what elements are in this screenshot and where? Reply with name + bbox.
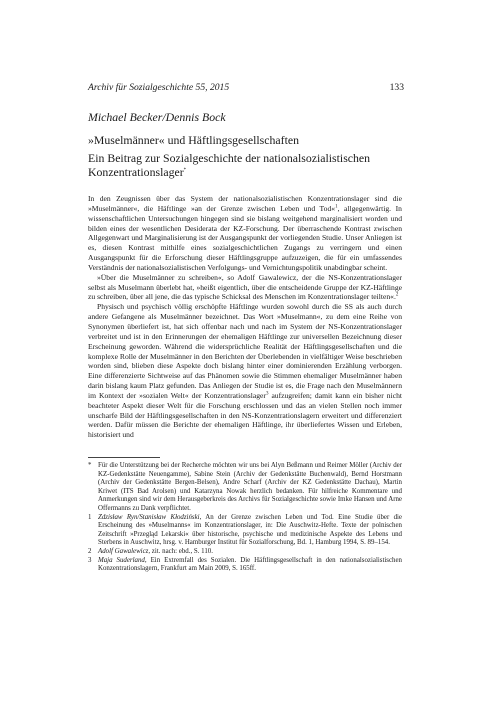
body-paragraph — [88, 273, 402, 303]
paragraph-text: In den Zeugnissen über das System der nationalsozialistischen Konzentrationslager sind die »Muselmänner«, die Häftlinge »an der Grenze zwischen Leben und Tod« — [88, 194, 402, 213]
article-subtitle — [88, 151, 408, 179]
footnotes — [88, 462, 402, 574]
subtitle-text: Ein Beitrag zur Sozialgeschichte der nationalsozialistischen Konzentrationslager — [88, 151, 371, 179]
footnote-text — [98, 462, 402, 514]
article-authors: Michael Becker/Dennis Bock — [88, 110, 226, 124]
paragraph-text: »Über die Muselmänner zu schreiben«, so Adolf Gawalewicz, der die NS-Konzentrationslager selbst als Muselmann überlebt hat, »heißt eigentlich, über die entscheidende Gruppe der KZ-Häftlinge zu schreiben, über all jene, die das typische Schicksal des Menschen im Konzentrationslager teilten«. — [88, 272, 402, 302]
body-paragraph — [88, 194, 402, 273]
paragraph-text: aufzugreifen; damit kann ein bisher nicht beachteter Aspekt dieser Welt für die Forschung erschlossen und das an vielen Stellen noch immer unscharfe Bild der Häftlingsgesellschaften in den NS-Konzentrationslagern erweitert und differenziert werden. Dafür müssen die Berichte der ehemaligen Häftlinge, ihr überliefertes Wissen und Erleben, historisiert und — [88, 390, 402, 440]
footnote-body: , An der Grenze zwischen Leben und Tod. Eine Studie über die Erscheinung des »Muselmanns« im Konzentrationslager, in: Die Auschwitz-Hefte. Texte der polnischen Zeitschrift »Przegląd Lekarski« über historische, psychische und medizinische Aspekte des Lebens und Sterbens in Auschwitz, hrsg. v. Hamburger Institut für Sozialforschung, Bd. 1, Hamburg 1994, S. 89–154. — [98, 513, 402, 547]
article-title: »Muselmänner« und Häftlingsgesellschaften — [88, 133, 299, 147]
footnote — [88, 462, 402, 514]
footnote-text — [98, 514, 402, 548]
footnote-ref: 2 — [395, 292, 399, 298]
footnote-author: Zdzisław Ryn/Stanisław Kłodziński — [98, 513, 200, 521]
journal-citation: Archiv für Sozialgeschichte 55, 2015 — [88, 82, 230, 93]
running-head — [88, 82, 404, 94]
footnote-body: , zit. nach: ebd., S. 110. — [148, 547, 213, 555]
footnote-marker: 3 — [88, 556, 92, 564]
footnote-marker: 2 — [88, 547, 92, 555]
footnote-body: Für die Unterstützung bei der Recherche möchten wir uns bei Alyn Beßmann und Reimer Möller (Archiv der KZ-Gedenkstätte Neuengamme), Sabine Stein (Archiv der Gedenkstätte Buchenwald), Bernd Horstmann (Archiv der Gedenkstätte Bergen-Belsen), Andre Scharf (Archiv der KZ Gedenkstätte Dachau), Martin Kriwet (ITS Bad Arolsen) und Katarzyna Nowak herzlich bedanken. Für hilfreiche Kommentare und Anmerkungen sind wir dem Herausgeberkreis des Archivs für Sozialgeschichte sowie Imke Hansen und Arne Offermanns zu Dank verpflichtet. — [98, 462, 402, 512]
footnote-body: , Ein Extremfall des Sozialen. Die Häftlingsgesellschaft in den nationalsozialistischen Konzentrationslagern, Frankfurt am Main 2009, S. 165ff. — [98, 556, 402, 573]
paragraph-text: , allgegenwärtig. In wissenschaftlichen Untersuchungen hingegen sind sie bislang weitgehend marginalisiert worden und bilden eines der wesentlichen Desiderata der KZ-Forschung. Der überraschende Kontrast zwischen Allgegenwart und Marginalisierung ist der Ausgangspunkt der vorliegenden Studie. Unser Anliegen ist es, diesen Kontrast mithilfe eines sozialgeschichtlichen Zugangs zu verringern und einen Ausgangspunkt für die Erforschung dieser Häftlingsgruppe aufzuzeigen, die für ein umfassendes Verständnis der nationalsozialistischen Verfolgungs- und Vernichtungspolitik unabdingbar scheint. — [88, 203, 402, 272]
footnote-ref: 1 — [335, 204, 338, 210]
footnote — [88, 514, 402, 548]
footnote-ref: 3 — [265, 391, 269, 397]
page-number: 133 — [389, 82, 404, 93]
footnote-separator — [88, 457, 160, 458]
footnote — [88, 548, 402, 557]
footnote-author: Maja Suderland — [98, 556, 145, 564]
footnote — [88, 557, 402, 574]
footnote-author: Adolf Gawalewicz — [98, 547, 149, 555]
subtitle-footnote-mark: * — [183, 168, 187, 174]
article-body — [88, 194, 402, 440]
paragraph-text: Physisch und psychisch völlig erschöpfte Häftlinge wurden sowohl durch die SS als auch durch andere Gefangene als Muselmänner bezeichnet. Das Wort »Muselmann«, zu dem eine Reihe von Synonymen überliefert ist, hat sich offenbar nach und nach im System der NS-Konzentrationslager verbreitet und ist in den Erinnerungen der ehemaligen Häftlinge zur universellen Bezeichnung dieser Erscheinung geworden. Während die widersprüchliche Realität der Häftlingsgesellschaften und die komplexe Rolle der Muselmänner in den Berichten der Überlebenden in vielfältiger Weise beschrieben worden sind, blieben diese Aspekte doch bislang hinter einer dominierenden Erzählung verborgen. Eine differenzierte Sichtweise auf das Phänomen sowie die Stimmen ehemaliger Muselmänner haben darin bislang kaum Platz gefunden. Das Anliegen der Studie ist es, die Frage nach den Muselmännern im Kontext der »sozialen Welt« der Konzentrationslager — [88, 302, 402, 400]
body-paragraph — [88, 302, 402, 440]
footnote-text — [98, 548, 402, 557]
footnote-marker: * — [88, 462, 92, 469]
footnote-marker: 1 — [88, 513, 92, 521]
footnote-text — [98, 557, 402, 574]
